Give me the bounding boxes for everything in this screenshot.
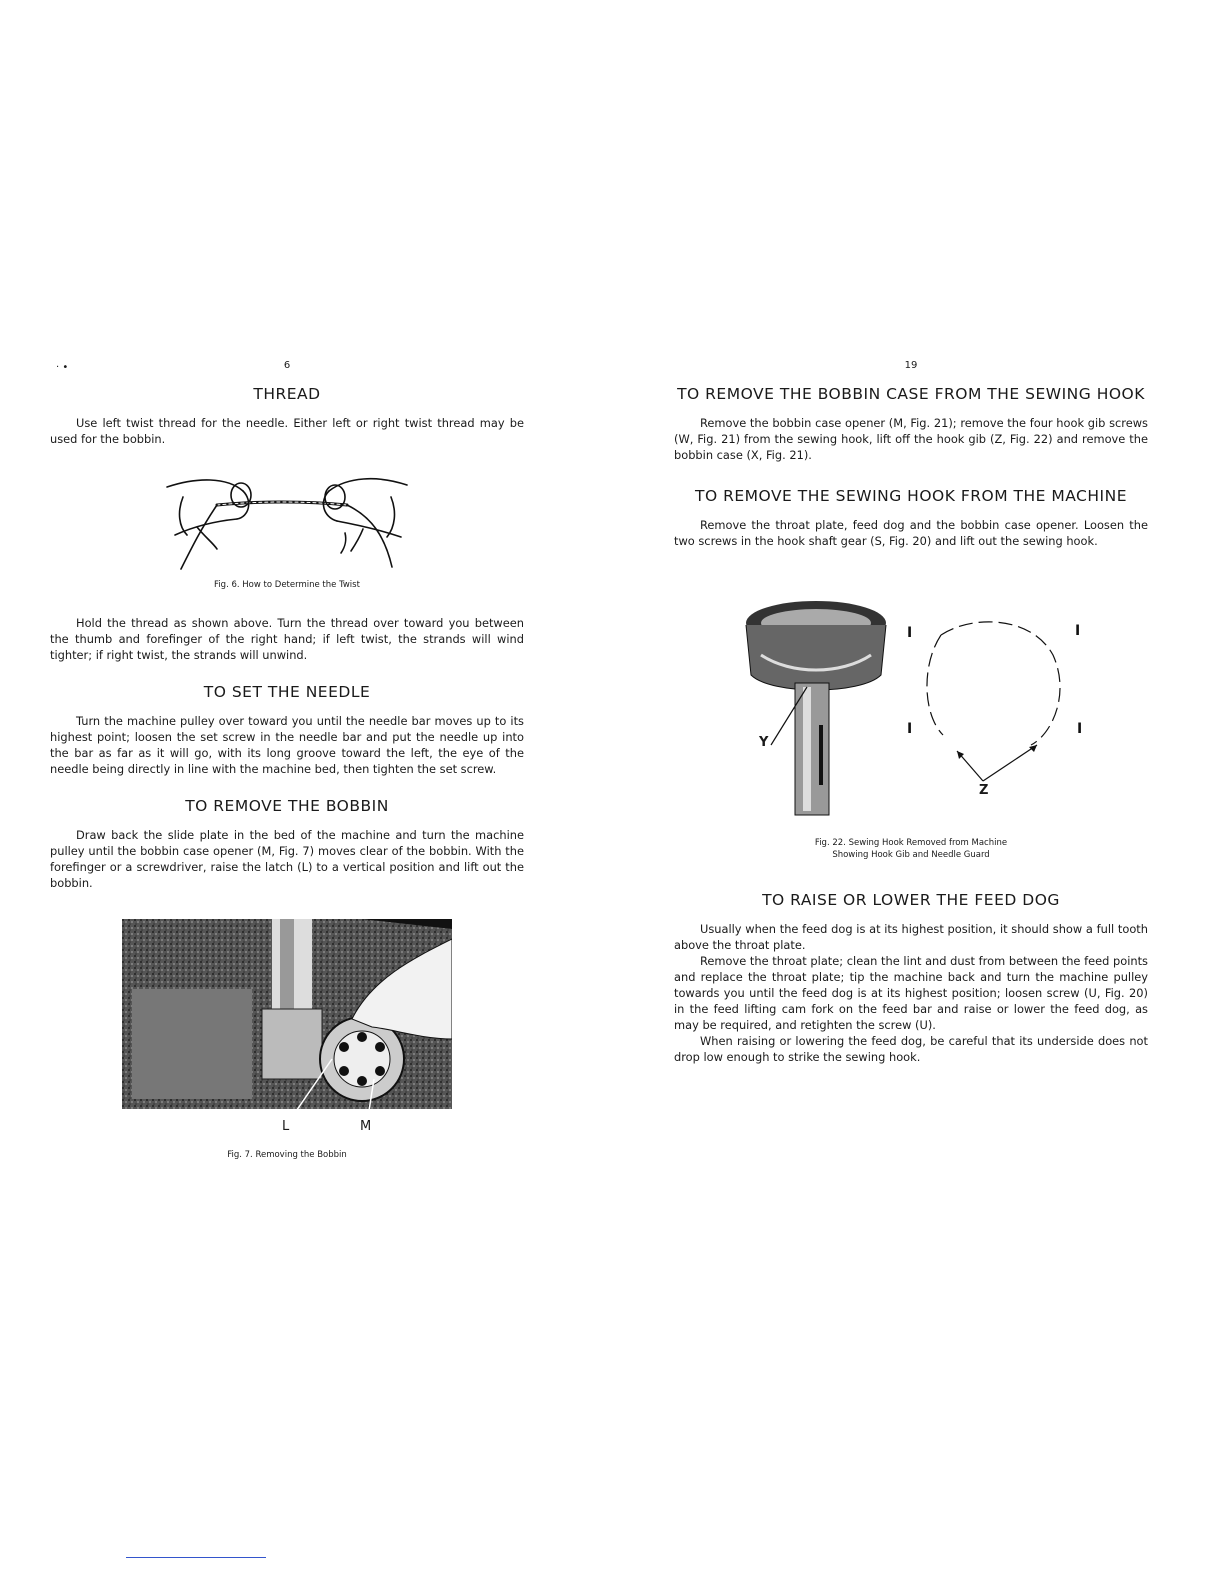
bobbin-photo-figure [122, 919, 452, 1139]
figure-label-m: M [360, 1119, 372, 1134]
figure-caption: Fig. 7. Removing the Bobbin [227, 1150, 347, 1160]
svg-text:I: I [1077, 721, 1083, 737]
heading-raise-lower-feed-dog: TO RAISE OR LOWER THE FEED DOG [762, 891, 1060, 909]
paragraph: Remove the throat plate, feed dog and the bobbin case opener. Loosen the two screws in the hook shaft gear (S, Fig. 20) and lift out the sewing hook. [674, 518, 1148, 548]
page-number: 6 [283, 360, 291, 371]
heading-remove-bobbin: TO REMOVE THE BOBBIN [185, 797, 389, 815]
heading-set-needle: TO SET THE NEEDLE [203, 683, 371, 701]
figure-label-z: Z [979, 783, 989, 798]
figure-caption-line-2: Showing Hook Gib and Needle Guard [832, 850, 990, 860]
svg-text:I: I [907, 625, 913, 641]
paragraph: Usually when the feed dog is at its highest position, it should show a full tooth above the throat plate. [674, 922, 1148, 952]
paragraph: Remove the bobbin case opener (M, Fig. 21); remove the four hook gib screws (W, Fig. 21) from the sewing hook, lift off the hook gib (Z, Fig. 22) and remove the bobbin case (X, Fig. 21). [674, 416, 1148, 462]
left-page [50, 360, 524, 1161]
svg-text:I: I [907, 721, 913, 737]
figure-caption: Fig. 6. How to Determine the Twist [214, 580, 360, 590]
heading-remove-sewing-hook: TO REMOVE THE SEWING HOOK FROM THE MACHINE [694, 487, 1127, 505]
figure-label-y: Y [759, 735, 769, 750]
svg-text:I: I [1075, 623, 1081, 639]
page-specks: · • [56, 362, 69, 373]
sewing-hook-illustration [731, 595, 1091, 825]
right-page [674, 360, 1148, 1065]
paragraph: Draw back the slide plate in the bed of the machine and turn the machine pulley until the bobbin case opener (M, Fig. 7) moves clear of the bobbin. With the forefinger or a screwdriver, raise the latch (L) to a vertical position and lift out the bobbin. [50, 828, 524, 890]
bobbin-photo [122, 919, 452, 1119]
page-number: 19 [904, 360, 918, 371]
sewing-hook-figure [731, 595, 1091, 825]
figure-label-l: L [282, 1119, 290, 1134]
paragraph: Hold the thread as shown above. Turn the thread over toward you between the thumb and forefinger of the right hand; if left twist, the strands will wind tighter; if right twist, the strands will unwind. [50, 616, 524, 662]
paragraph: Remove the throat plate; clean the lint and dust from between the feed points and replace the throat plate; tip the machine back and turn the machine pulley towards you until the feed dog is at its highest position; loosen screw (U, Fig. 20) in the feed lifting cam fork on the feed bar and raise or lower the feed dog, as may be required, and retighten the screw (U). [674, 954, 1148, 1032]
heading-remove-bobbin-case: TO REMOVE THE BOBBIN CASE FROM THE SEWING HOOK [677, 385, 1145, 403]
figure-caption-line-1: Fig. 22. Sewing Hook Removed from Machine [814, 838, 1008, 848]
paragraph: Turn the machine pulley over toward you until the needle bar moves up to its highest point; loosen the set screw in the needle bar and put the needle up into the bar as far as it will go, with its long groove toward the left, the eye of the needle being directly in line with the machine bed, then tighten the set screw. [50, 714, 524, 776]
paragraph: When raising or lowering the feed dog, be careful that its underside does not drop low enough to strike the sewing hook. [674, 1034, 1148, 1064]
paragraph: Use left twist thread for the needle. Either left or right twist thread may be used for the bobbin. [50, 416, 524, 446]
twist-hands-illustration [157, 457, 417, 575]
heading-thread: THREAD [253, 385, 321, 403]
bottom-rule [126, 1557, 266, 1558]
